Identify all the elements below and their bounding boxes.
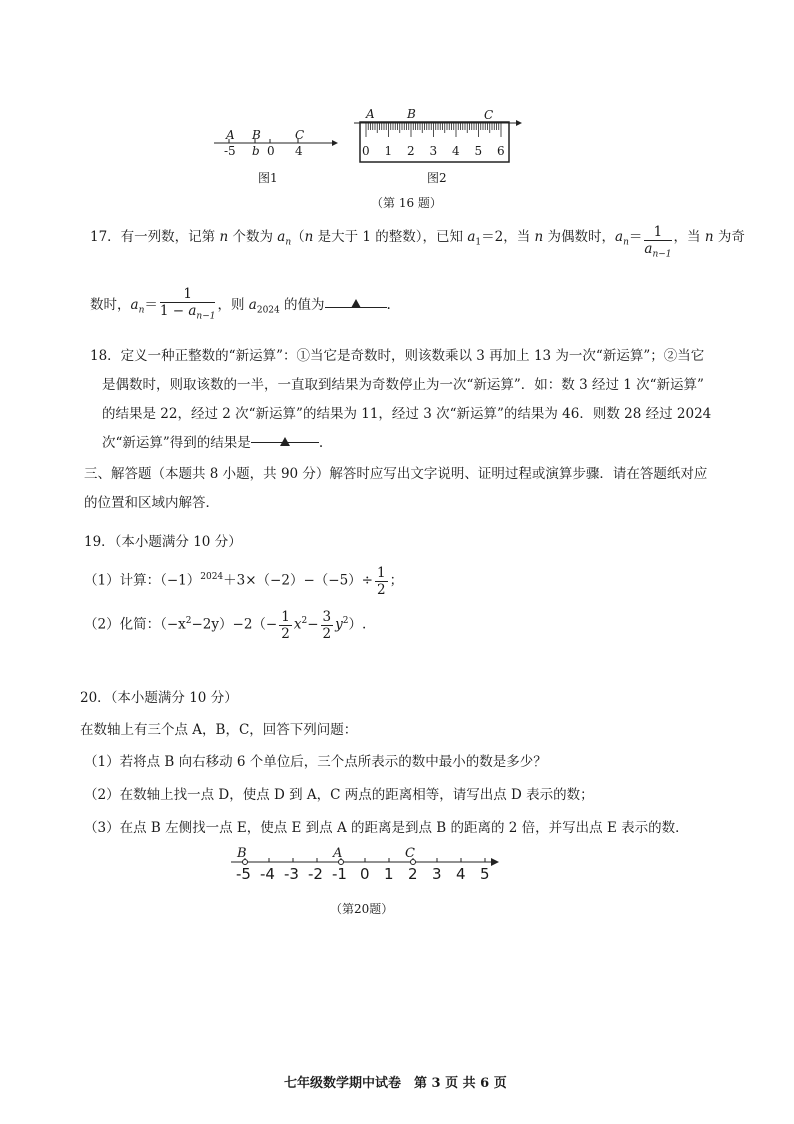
- frac-num: 3: [322, 608, 332, 625]
- frac-num: 1: [644, 224, 671, 241]
- q19-part2: [84, 606, 366, 642]
- fig1-caption: 图1: [258, 171, 278, 185]
- q19-part1: [84, 562, 403, 598]
- q20-axis-arrow: [491, 858, 499, 866]
- axis-tick-label: -2: [308, 865, 323, 883]
- axis-tick-label: 4: [456, 865, 466, 883]
- q17-text: ＝2，当: [481, 229, 535, 245]
- var-n: n: [704, 229, 714, 245]
- q19-exponent: 2: [185, 616, 192, 626]
- axis-tick-label: -4: [260, 865, 275, 883]
- var-sub: n: [285, 237, 292, 248]
- var-a: a: [130, 297, 139, 313]
- point-label: C: [405, 846, 415, 861]
- fig1-value-b: b: [252, 144, 260, 158]
- ruler-number: 1: [384, 144, 393, 158]
- frac-den: a: [644, 241, 653, 257]
- q19-text: ；: [389, 572, 404, 589]
- q20-part3: （3）在点 B 左侧找一点 E，使点 E 到点 A 的距离是到点 B 的距离的 2 倍，并写出点 E 表示的数．: [84, 820, 689, 836]
- section3-line1: 三、解答题（本题共 8 小题，共 90 分）解答时应写出文字说明、证明过程或演算步骤．请在答题纸对应: [84, 466, 708, 482]
- axis-tick-label: 1: [384, 865, 394, 883]
- frac-den: 2: [281, 625, 290, 642]
- fig2-label-A: A: [366, 107, 375, 121]
- axis-tick-label: -1: [332, 865, 347, 883]
- axis-tick-label: 3: [432, 865, 442, 883]
- q19-text: −2y）−2（−: [191, 616, 278, 633]
- var-sub: 1: [475, 237, 482, 248]
- point-label: A: [333, 846, 343, 861]
- q17-text: （: [291, 229, 305, 245]
- var-sub: n: [623, 237, 629, 248]
- var-sub: 2024: [256, 305, 280, 316]
- fig2-ruler-ticks: [366, 123, 501, 137]
- ruler-number: 6: [497, 144, 505, 158]
- q17-eq: ＝: [144, 297, 158, 313]
- q17-text: 为奇: [713, 229, 745, 245]
- fig1-label-A: A: [226, 128, 235, 142]
- q18-text: 次“新运算”得到的结果是: [102, 435, 251, 451]
- page-footer: 七年级数学期中试卷 第 3 页 共 6 页: [284, 1076, 507, 1091]
- var-n: n: [219, 229, 229, 245]
- axis-tick-label: -5: [236, 865, 251, 883]
- frac-den: 2: [376, 581, 386, 598]
- fig1-label-B: B: [252, 128, 261, 142]
- figure-16: [200, 105, 530, 195]
- q20-part1: （1）若将点 B 向右移动 6 个单位后，三个点所表示的数中最小的数是多少？: [84, 754, 547, 770]
- q18-block: [90, 342, 711, 458]
- fig1-value-a: -5: [224, 144, 236, 158]
- ruler-number: 2: [407, 144, 415, 158]
- fig1-value-0: 0: [267, 144, 275, 158]
- q17-line2: [90, 286, 391, 325]
- var-y: y: [335, 616, 343, 633]
- ruler-number: 4: [452, 144, 460, 158]
- q17-text: 为偶数时，: [543, 229, 616, 245]
- q19-fraction: [279, 609, 292, 642]
- var-a: a: [467, 229, 476, 245]
- ruler-number: 0: [362, 144, 370, 158]
- q18-line3: 的结果是 22，经过 2 次“新运算”的结果为 11，经过 3 次“新运算”的结果为 46．则数 28 经过 2024: [102, 406, 712, 422]
- q17-text: ，则: [217, 297, 249, 313]
- q18-text: .: [318, 435, 324, 451]
- q17-text: 是大于 1 的整数），已知: [313, 229, 468, 245]
- q17-text: ，当: [673, 229, 705, 245]
- axis-tick-label: -3: [284, 865, 299, 883]
- q17-line1: [90, 224, 745, 263]
- q17-text: 17．有一列数，记第: [90, 229, 220, 245]
- var-n: n: [304, 229, 314, 245]
- frac-den: a: [188, 303, 197, 319]
- q17-text: .: [386, 297, 391, 313]
- axis-tick-label: 0: [360, 865, 370, 883]
- var-x: x: [293, 616, 302, 633]
- triangle-icon: [280, 437, 290, 446]
- ruler-number: 5: [474, 144, 483, 158]
- q20-part2: （2）在数轴上找一点 D，使点 D 到 A，C 两点的距离相等，请写出点 D 表示的数；: [84, 787, 594, 803]
- q20-number-line: [225, 848, 515, 888]
- q19-title: 19．（本小题满分 10 分）: [84, 534, 242, 550]
- q20-caption: （第20题）: [330, 902, 394, 916]
- fig2-label-C: C: [484, 108, 494, 122]
- q17-text: 数时，: [90, 297, 131, 313]
- fig2-label-B: B: [407, 107, 416, 121]
- q18-answer-blank[interactable]: [251, 428, 319, 443]
- fig1-value-4: 4: [295, 144, 303, 158]
- q19-text: −: [307, 616, 319, 633]
- var-a: a: [248, 297, 257, 313]
- frac-den-pre: 1 −: [159, 303, 189, 319]
- var-a: a: [615, 229, 624, 245]
- q20-title: 20．（本小题满分 10 分）: [80, 690, 238, 706]
- fig1-label-C: C: [295, 128, 305, 142]
- q20-intro: 在数轴上有三个点 A，B，C，回答下列问题：: [80, 722, 358, 738]
- frac-num: 1: [376, 564, 386, 581]
- fig16-caption: （第 16 题）: [371, 196, 442, 210]
- var-a: a: [277, 229, 286, 245]
- fig2-caption: 图2: [427, 171, 447, 185]
- q17-fraction-2: [160, 286, 216, 325]
- q18-line4: [90, 429, 711, 458]
- q19-fraction: [375, 565, 388, 598]
- triangle-icon: [351, 299, 361, 308]
- frac-num: 1: [281, 608, 290, 625]
- fig1-arrow: [332, 140, 338, 146]
- q19-exponent: 2: [342, 616, 349, 626]
- q19-text: ）.: [348, 616, 367, 633]
- axis-tick-label: 2: [408, 865, 418, 883]
- q17-fraction-1: [644, 224, 671, 263]
- q18-line2: 是偶数时，则取该数的一半，一直取到结果为奇数停止为一次“新运算”．如：数 3 经过 1 次“新运算”: [102, 377, 704, 393]
- ruler-number: 3: [429, 144, 438, 158]
- axis-tick-label: 5: [480, 865, 490, 883]
- section3-heading: [84, 460, 707, 518]
- var-sub: n: [138, 305, 145, 316]
- q17-text: 的值为: [279, 297, 325, 313]
- point-label: B: [237, 846, 247, 861]
- q19-exponent: 2: [301, 616, 308, 626]
- q17-text: 个数为: [228, 229, 278, 245]
- frac-den-sub: n−1: [652, 249, 672, 260]
- var-n: n: [534, 229, 544, 245]
- q18-line1: 18．定义一种正整数的“新运算”：①当它是奇数时，则该数乘以 3 再加上 13 为一次“新运算”；②当它: [90, 348, 705, 364]
- q17-answer-blank[interactable]: [325, 293, 387, 308]
- frac-den: 2: [322, 625, 332, 642]
- q19-text: （2）化简：（−x: [84, 616, 186, 633]
- q19-exponent: 2024: [200, 572, 224, 582]
- q20-axis-ticks: [243, 858, 486, 865]
- frac-den-sub: n−1: [196, 311, 216, 322]
- frac-num: 1: [160, 286, 216, 303]
- q17-eq: ＝: [628, 229, 643, 245]
- q19-text: （1）计算：（−1）: [84, 572, 201, 589]
- q19-fraction: [321, 609, 334, 642]
- section3-line2: 的位置和区域内解答．: [84, 495, 219, 511]
- q19-text: ＋3×（−2）−（−5）÷: [223, 572, 373, 589]
